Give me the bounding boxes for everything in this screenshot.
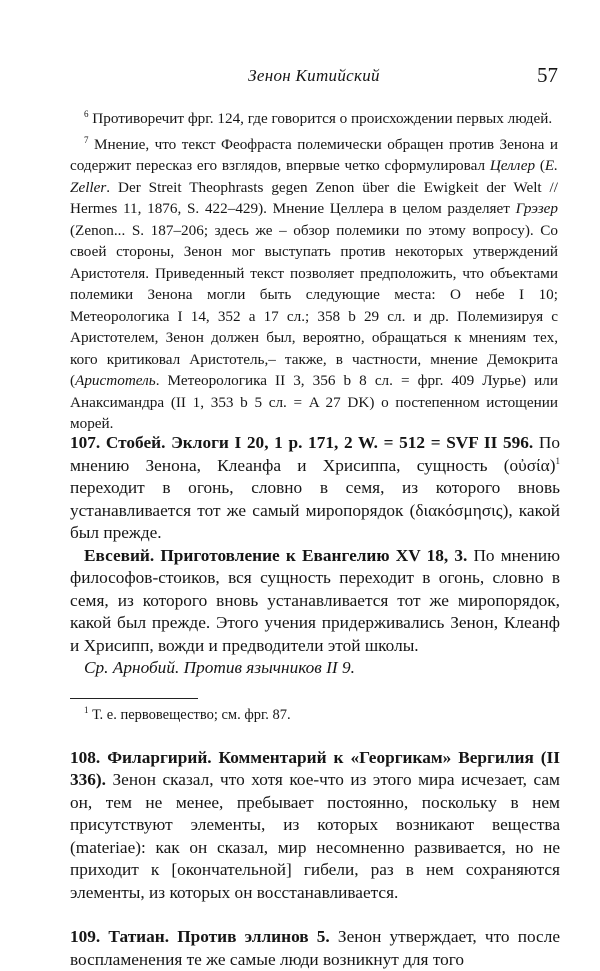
eusebius-source: Евсевий. Приготовление к Евангелию XV 18, 3.	[84, 545, 468, 565]
note-7-zeller-ru: Целлер	[489, 157, 536, 174]
note-7-graeser: Грэзер	[515, 200, 558, 217]
note-7-text-3: . Der Streit Theophrasts gegen Zenon über die Ewigkeit der Welt // Hermes 11, 1876, S. 422–429). Мнение Целлера в целом разделяет	[70, 178, 558, 217]
entry-109-text: Зенон утверждает, что после воспламенения те же самые люди возникнут для того	[70, 927, 560, 969]
endnotes	[70, 108, 558, 439]
entry-109	[70, 926, 560, 971]
footnote-divider	[70, 698, 198, 699]
footnote-1	[84, 705, 560, 725]
entry-108	[70, 747, 560, 905]
entry-107-compare: Ср. Арнобий. Против язычников II 9.	[84, 658, 355, 677]
footnote-number: 1	[84, 704, 89, 715]
entry-109-source: 109. Татиан. Против эллинов 5.	[70, 927, 330, 946]
entry-107-stobaeus	[70, 432, 560, 545]
note-7-number: 7	[84, 134, 89, 145]
note-7	[70, 134, 558, 435]
entry-109-paragraph	[70, 926, 560, 971]
note-7-aristotle: Аристотель	[75, 372, 156, 389]
entry-107-source: 107. Стобей. Эклоги I 20, 1 p. 171, 2 W. = 512 = SVF II 596.	[70, 433, 534, 452]
entry-108-source: 108. Филаргирий. Комментарий к «Георгикам» Вергилия (II 336).	[70, 747, 560, 789]
footnote-marker: 1	[555, 455, 560, 466]
entry-108-text: Зенон сказал, что хотя кое-что из этого мира исчезает, сам он, тем не менее, пребывает постоянно, поскольку в нем присутствуют элементы, из которых возникают вещества (materiae): как он сказал, мир несомненно развивается, но не приходит к [окончательной] гибели, раз в нем сохраняются элементы, из которых он восстанавливается.	[70, 770, 560, 902]
note-6-text: Противоречит фрг. 124, где говорится о происхождении первых людей.	[92, 110, 553, 127]
running-title: Зенон Китийский	[248, 66, 380, 85]
entry-108-paragraph	[70, 747, 560, 905]
page-header	[70, 63, 558, 90]
entry-107-eusebius	[70, 545, 560, 658]
page-number: 57	[537, 63, 558, 87]
footnote-text: Т. е. первовещество; см. фрг. 87.	[88, 706, 291, 723]
note-7-text-1: Мнение, что текст Феофраста полемически обращен против Зенона и содержит пересказ его взглядов, впервые четко сформулировал	[70, 135, 559, 174]
note-7-text-4: (Zenon... S. 187–206; здесь же – обзор полемики по этому вопросу). Со своей стороны, Зенон мог выступать против некоторых утверждений Аристотеля. Приведенный текст позволяет предположить, что объектами полемики Зенона могли быть следующие места: О небе I 10; Метеорологика I 14, 352 a 17 сл.; 358 b 29 сл. и др. Полемизируя с Аристотелем, Зенон должен был, вероятно, обращаться к мнениям тех, кого критиковал Аристотель,– также, в частности, мнение Демокрита (	[70, 221, 558, 389]
note-7-text-5: . Метеорологика II 3, 356 b 8 сл. = фрг. 409 Лурье) или Анаксимандра (II 1, 353 b 5 сл. = A 27 DK) о постепенном истощении морей.	[70, 372, 558, 432]
main-text	[70, 432, 560, 971]
entry-107	[70, 432, 560, 680]
entry-107-text-1: По мнению Зенона, Клеанфа и Хрисиппа, сущность (οὐσία)	[70, 433, 560, 475]
note-6-number: 6	[84, 108, 89, 119]
note-7-zeller-en: E. Zeller	[70, 157, 558, 196]
note-6	[70, 108, 558, 130]
entry-107-text-2: переходит в огонь, словно в семя, из которого вновь устанавливается тот же самый миропорядок (διακόσμησις), какой был прежде.	[70, 478, 560, 542]
note-7-text-2: (	[535, 157, 545, 174]
eusebius-text: По мнению философов-стоиков, вся сущность переходит в огонь, словно в семя, из которого вновь устанавливается тот же миропорядок, какой был прежде. Этого учения придерживались Зенон, Клеанф и Хрисипп, вожди и предводители этой школы.	[70, 545, 560, 655]
